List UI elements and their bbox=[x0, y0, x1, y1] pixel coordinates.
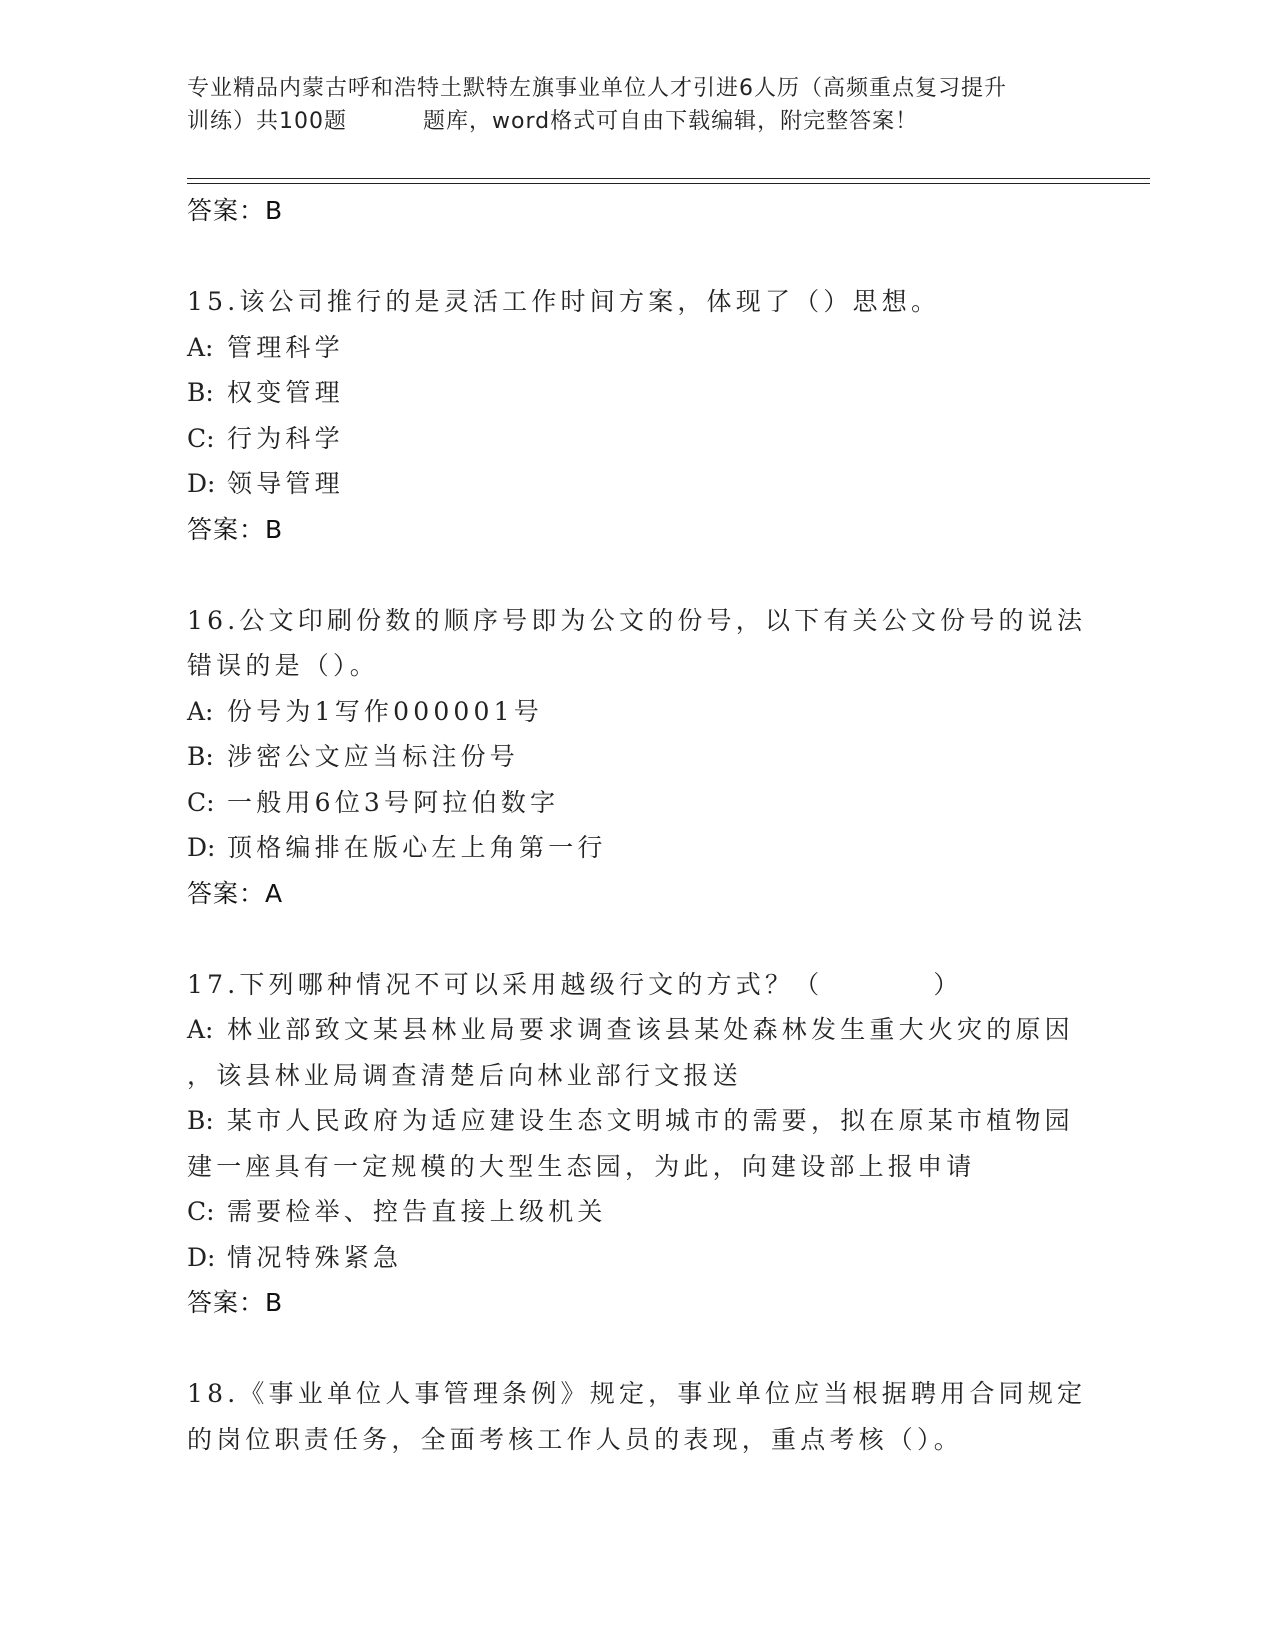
question-line-end: ） bbox=[933, 969, 963, 999]
option-text: 管理科学 bbox=[227, 332, 344, 362]
option-text: 领导管理 bbox=[227, 469, 344, 498]
option-text: 份号为1写作000001号 bbox=[227, 696, 543, 726]
question-list bbox=[187, 188, 1087, 1462]
page-header bbox=[187, 72, 1087, 138]
header-line-1: 专业精品内蒙古呼和浩特土默特左旗事业单位人才引进6人历（高频重点复习提升 bbox=[187, 76, 1007, 101]
option-key: C: bbox=[187, 1197, 215, 1226]
option-d bbox=[187, 1235, 1087, 1281]
option-key: B: bbox=[187, 378, 214, 407]
option-text: 某市人民政府为适应建设生态文明城市的需要，拟在原某市植物园 bbox=[227, 1106, 1074, 1135]
option-a-continued: ，该县林业局调查清楚后向林业部行文报送 bbox=[187, 1060, 742, 1090]
question-line: 该公司推行的是灵活工作时间方案，体现了（）思想。 bbox=[239, 287, 941, 316]
option-text: 行为科学 bbox=[227, 423, 344, 453]
question-18 bbox=[187, 1371, 1087, 1462]
question-text bbox=[187, 279, 1087, 325]
option-text: 一般用6位3号阿拉伯数字 bbox=[227, 787, 560, 817]
option-text: 顶格编排在版心左上角第一行 bbox=[227, 833, 607, 862]
option-key: D: bbox=[187, 1242, 216, 1272]
option-text: 需要检举、控告直接上级机关 bbox=[227, 1197, 607, 1226]
option-d bbox=[187, 461, 1087, 507]
option-key: B: bbox=[187, 742, 214, 771]
question-number: 16. bbox=[187, 605, 240, 635]
option-b-continued: 建一座具有一定规模的大型生态园，为此，向建设部上报申请 bbox=[187, 1151, 976, 1181]
question-line: 《事业单位人事管理条例》规定，事业单位应当根据聘用合同规定 bbox=[239, 1379, 1087, 1408]
header-rule-top bbox=[187, 178, 1150, 179]
option-key: D: bbox=[187, 833, 216, 862]
question-number: 15. bbox=[187, 287, 240, 316]
option-d bbox=[187, 825, 1087, 871]
option-a bbox=[187, 689, 1087, 735]
option-c bbox=[187, 416, 1087, 462]
question-number: 18. bbox=[187, 1379, 240, 1408]
option-text: 情况特殊紧急 bbox=[227, 1242, 403, 1272]
answer-line: 答案：A bbox=[187, 878, 284, 908]
option-key: C: bbox=[187, 423, 215, 453]
question-text bbox=[187, 962, 1087, 1008]
option-b bbox=[187, 1098, 1087, 1144]
option-b bbox=[187, 370, 1087, 416]
question-line: 下列哪种情况不可以采用越级行文的方式？（ bbox=[239, 969, 824, 999]
question-15 bbox=[187, 279, 1087, 552]
option-key: C: bbox=[187, 787, 215, 817]
question-text-continued: 错误的是（）。 bbox=[187, 651, 379, 680]
option-key: A: bbox=[187, 332, 214, 362]
option-key: D: bbox=[187, 469, 216, 498]
question-line: 公文印刷份数的顺序号即为公文的份号，以下有关公文份号的说法 bbox=[239, 605, 1087, 635]
header-line-2-part-1: 训练）共100题 bbox=[187, 109, 347, 134]
option-text: 涉密公文应当标注份号 bbox=[227, 742, 520, 771]
header-line-2 bbox=[187, 105, 1087, 138]
option-text: 权变管理 bbox=[227, 378, 344, 407]
question-number: 17. bbox=[187, 969, 240, 999]
question-17 bbox=[187, 962, 1087, 1326]
option-key: A: bbox=[187, 696, 214, 726]
option-c bbox=[187, 780, 1087, 826]
option-a bbox=[187, 325, 1087, 371]
question-16 bbox=[187, 598, 1087, 916]
option-c bbox=[187, 1189, 1087, 1235]
header-rule-bottom bbox=[187, 183, 1150, 184]
option-key: B: bbox=[187, 1106, 214, 1135]
answer-line: 答案：B bbox=[187, 1288, 284, 1317]
question-text-continued: 的岗位职责任务，全面考核工作人员的表现，重点考核（）。 bbox=[187, 1424, 963, 1454]
option-text: 林业部致文某县林业局要求调查该县某处森林发生重大火灾的原因 bbox=[227, 1015, 1074, 1044]
option-b bbox=[187, 734, 1087, 780]
option-key: A: bbox=[187, 1015, 214, 1044]
header-line-2-part-2: 题库，word格式可自由下载编辑，附完整答案！ bbox=[423, 109, 919, 134]
option-a bbox=[187, 1007, 1087, 1053]
question-text bbox=[187, 598, 1087, 644]
answer-line: 答案：B bbox=[187, 514, 284, 544]
answer-line: 答案：B bbox=[187, 196, 284, 225]
question-text bbox=[187, 1371, 1087, 1417]
